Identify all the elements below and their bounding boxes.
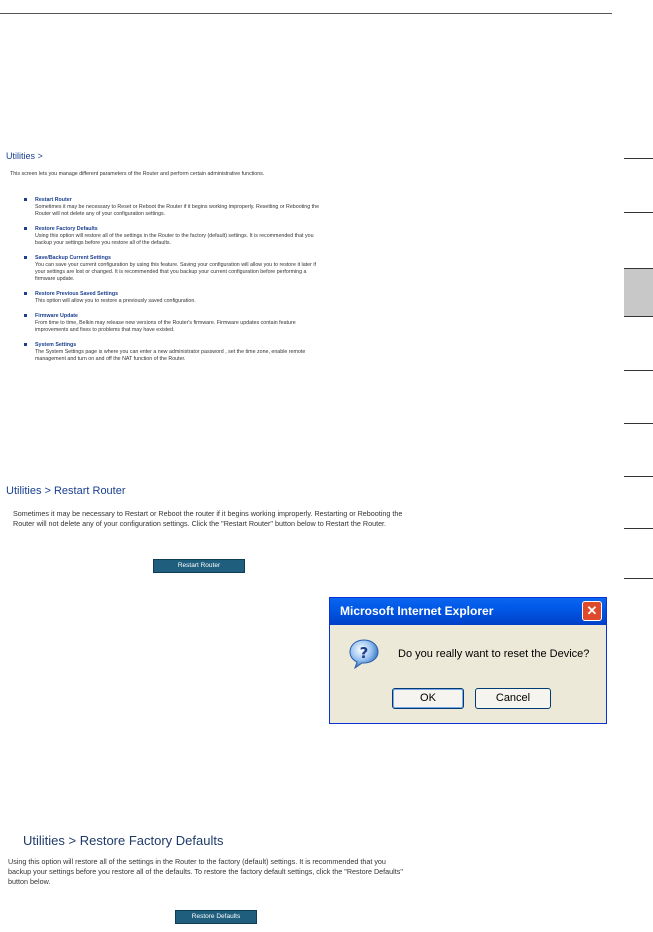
- confirm-dialog: [329, 597, 607, 724]
- utility-desc: Using this option will restore all of the settings in the Router to the factory (default) settings. It is recommended that you backup your settings before you restore all of the defaults.: [35, 233, 314, 246]
- utility-desc: Sometimes it may be necessary to Reset or Reboot the Router if it begins working improperly. Resetting or Rebooting the Router will not delete any of your configuration settings.: [35, 204, 320, 217]
- utility-desc: This option will allow you to restore a previously saved configuration.: [35, 298, 196, 304]
- section-tab-1: [624, 158, 653, 159]
- bullet-icon: [24, 292, 27, 295]
- dialog-message: Do you really want to reset the Device?: [398, 648, 590, 660]
- list-item: [24, 197, 324, 218]
- bullet-icon: [24, 314, 27, 317]
- restore-defaults-title: Utilities > Restore Factory Defaults: [23, 833, 224, 848]
- section-tab-4: [624, 370, 653, 371]
- utilities-list: [24, 197, 324, 371]
- section-tab-7: [624, 528, 653, 529]
- restart-router-button[interactable]: Restart Router: [153, 559, 245, 573]
- bullet-icon: [24, 343, 27, 346]
- restore-defaults-button[interactable]: Restore Defaults: [175, 910, 257, 924]
- section-tab-6: [624, 476, 653, 477]
- bullet-icon: [24, 256, 27, 259]
- ok-button[interactable]: OK: [392, 688, 464, 709]
- section-tab-2: [624, 212, 653, 213]
- question-icon: [348, 638, 380, 670]
- close-icon[interactable]: ✕: [582, 601, 602, 621]
- svg-text:?: ?: [359, 644, 369, 662]
- restore-defaults-desc: Using this option will restore all of the settings in the Router to the factory (default) settings. It is recommended that you backup your settings before you restore all of the defaults. To restore the factory default settings, click the "Restore Defaults" button below.: [8, 857, 403, 886]
- list-item: [24, 226, 324, 247]
- list-item: [24, 255, 324, 283]
- section-tab-active: [624, 268, 653, 317]
- bullet-icon: [24, 227, 27, 230]
- utilities-title: Utilities >: [6, 151, 43, 161]
- utility-desc: You can save your current configuration by using this feature. Saving your configuration will allow you to restore it later if your settings are lost or changed. It is recommended that you backup your current configuration before performing a firmware update.: [35, 262, 316, 282]
- section-tab-8: [624, 578, 653, 579]
- dialog-titlebar: [330, 598, 606, 625]
- dialog-title: Microsoft Internet Explorer: [340, 604, 494, 618]
- header-rule: [0, 13, 612, 14]
- restart-router-desc: Sometimes it may be necessary to Restart or Reboot the router if it begins working improperly. Restarting or Rebooting the Router will not delete any of your configuration settings. Click the "Restart Router" button below to Restart the Router.: [13, 509, 403, 528]
- utility-desc: From time to time, Belkin may release new versions of the Router's firmware. Firmware updates contain feature improvements and fixes to problems that may have existed.: [35, 320, 296, 333]
- utilities-intro: This screen lets you manage different parameters of the Router and perform certain administrative functions.: [10, 171, 265, 177]
- list-item: [24, 291, 324, 305]
- bullet-icon: [24, 198, 27, 201]
- utility-link-restore-defaults[interactable]: Restore Factory Defaults: [35, 226, 98, 232]
- utility-link-save-backup[interactable]: Save/Backup Current Settings: [35, 255, 111, 261]
- cancel-button[interactable]: Cancel: [475, 688, 551, 709]
- utility-desc: The System Settings page is where you can enter a new administrator password , set the time zone, enable remote management and turn on and off the NAT function of the Router.: [35, 349, 306, 362]
- restart-router-title: Utilities > Restart Router: [6, 485, 126, 497]
- list-item: [24, 313, 324, 334]
- utility-link-restore-previous[interactable]: Restore Previous Saved Settings: [35, 291, 119, 297]
- utility-link-system-settings[interactable]: System Settings: [35, 342, 77, 348]
- section-tab-5: [624, 423, 653, 424]
- list-item: [24, 342, 324, 363]
- utility-link-restart-router[interactable]: Restart Router: [35, 197, 72, 203]
- utility-link-firmware-update[interactable]: Firmware Update: [35, 313, 78, 319]
